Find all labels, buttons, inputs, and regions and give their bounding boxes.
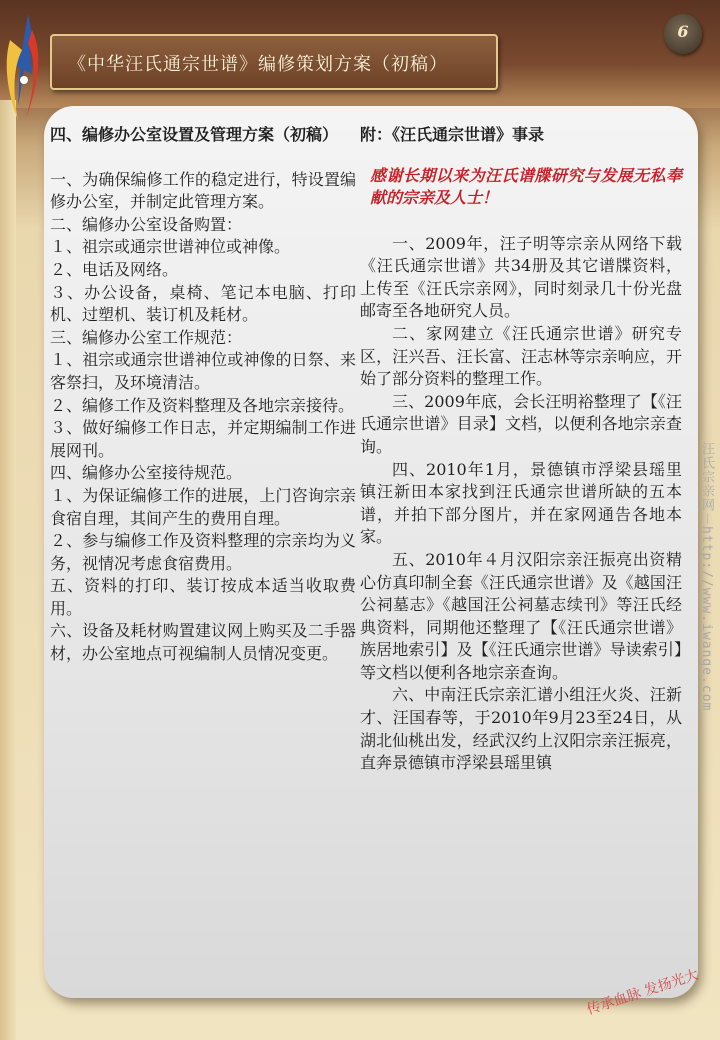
thanks-note: 感谢长期以来为汪氏谱牒研究与发展无私奉献的宗亲及人士！ [370, 165, 682, 207]
left-paragraph: 四、编修办公室接待规范。 [50, 463, 243, 483]
family-logo-icon [2, 10, 50, 130]
left-paragraph: 二、编修办公室设备购置： [50, 214, 243, 234]
left-paragraph: ２、电话及网络。 [50, 259, 179, 279]
left-paragraph: 五、资料的打印、装订按成本适当收取费用。 [50, 576, 356, 618]
left-paragraph: 一、为确保编修工作的稳定进行，特设置编修办公室，并制定此管理方案。 [50, 169, 356, 212]
left-paragraph: ３、做好编修工作日志，并定期编制工作进展网刊。 [50, 418, 356, 460]
left-column [50, 124, 356, 666]
left-paragraph: 三、编修办公室工作规范： [50, 327, 243, 347]
page-title: 《中华汪氏通宗世谱》编修策划方案（初稿） [68, 54, 448, 75]
left-paragraph: ２、编修工作及资料整理及各地宗亲接待。 [50, 395, 355, 415]
left-paragraph: １、祖宗或通宗世谱神位或神像。 [50, 237, 291, 257]
right-column [360, 124, 682, 775]
left-paragraph: ２、参与编修工作及资料整理的宗亲均为义务，视情况考虑食宿费用。 [50, 531, 356, 573]
slogan: 传承血脉 发扬光大 [584, 966, 701, 1019]
title-bar [50, 34, 498, 90]
page-number-badge [664, 14, 702, 54]
left-paragraph: １、为保证编修工作的进展，上门咨询宗亲食宿自理，其间产生的费用自理。 [50, 485, 356, 528]
record-paragraph: 六、中南汪氏宗亲汇谱小组汪火炎、汪新才、汪国春等，于2010年9月23至24日，从湖北仙桃出发，经武汉约上汉阳宗亲汪振亮，直奔景德镇市浮梁县瑶里镇 [360, 685, 682, 773]
left-paragraph: 六、设备及耗材购置建议网上购买及二手器材，办公室地点可视编制人员情况变更。 [50, 621, 356, 664]
right-heading: 附：《汪氏通宗世谱》事录 [360, 125, 545, 144]
left-heading: 四、编修办公室设置及管理方案（初稿） [50, 125, 339, 144]
record-paragraph: 二、家网建立《汪氏通宗世谱》研究专区，汪兴吾、汪长富、汪志林等宗亲响应，开始了部分资料的整理工作。 [360, 323, 682, 389]
record-paragraph: 一、2009年，汪子明等宗亲从网络下载《汪氏通宗世谱》共34册及其它谱牒资料，上传至《汪氏宗亲网》，同时刻录几十份光盘邮寄至各地研究人员。 [360, 233, 682, 321]
left-decor-strip [0, 100, 16, 1040]
content-panel [44, 106, 698, 998]
left-paragraph: １、祖宗或通宗世谱神位或神像的日祭、来客祭扫，及环境清洁。 [50, 350, 356, 392]
page-number: 6 [677, 22, 689, 41]
record-paragraph: 四、2010年1月，景德镇市浮梁县瑶里镇汪新田本家找到汪氏通宗世谱所缺的五本谱，并拍下部分图片，并在家网通告各地本家。 [360, 459, 682, 547]
left-paragraph: ３、办公设备，桌椅、笔记本电脑、打印机、过塑机、装订机及耗材。 [50, 282, 356, 325]
record-paragraph: 五、2010年４月汉阳宗亲汪振亮出资精心仿真印制全套《汪氏通宗世谱》及《越国汪公祠墓志》《越国汪公祠墓志续刊》等汪氏经典资料，同期他还整理了【《汪氏通宗世谱》族居地索引】及【《汪氏通宗世谱》导读索引】等文档以便利各地宗亲查询。 [360, 549, 682, 682]
sidebar-url: 汪氏宗亲网－http://www.iwange.com [699, 442, 714, 712]
record-paragraph: 三、2009年底，会长汪明裕整理了【《汪氏通宗世谱》目录】文档，以便利各地宗亲查询。 [360, 391, 682, 456]
